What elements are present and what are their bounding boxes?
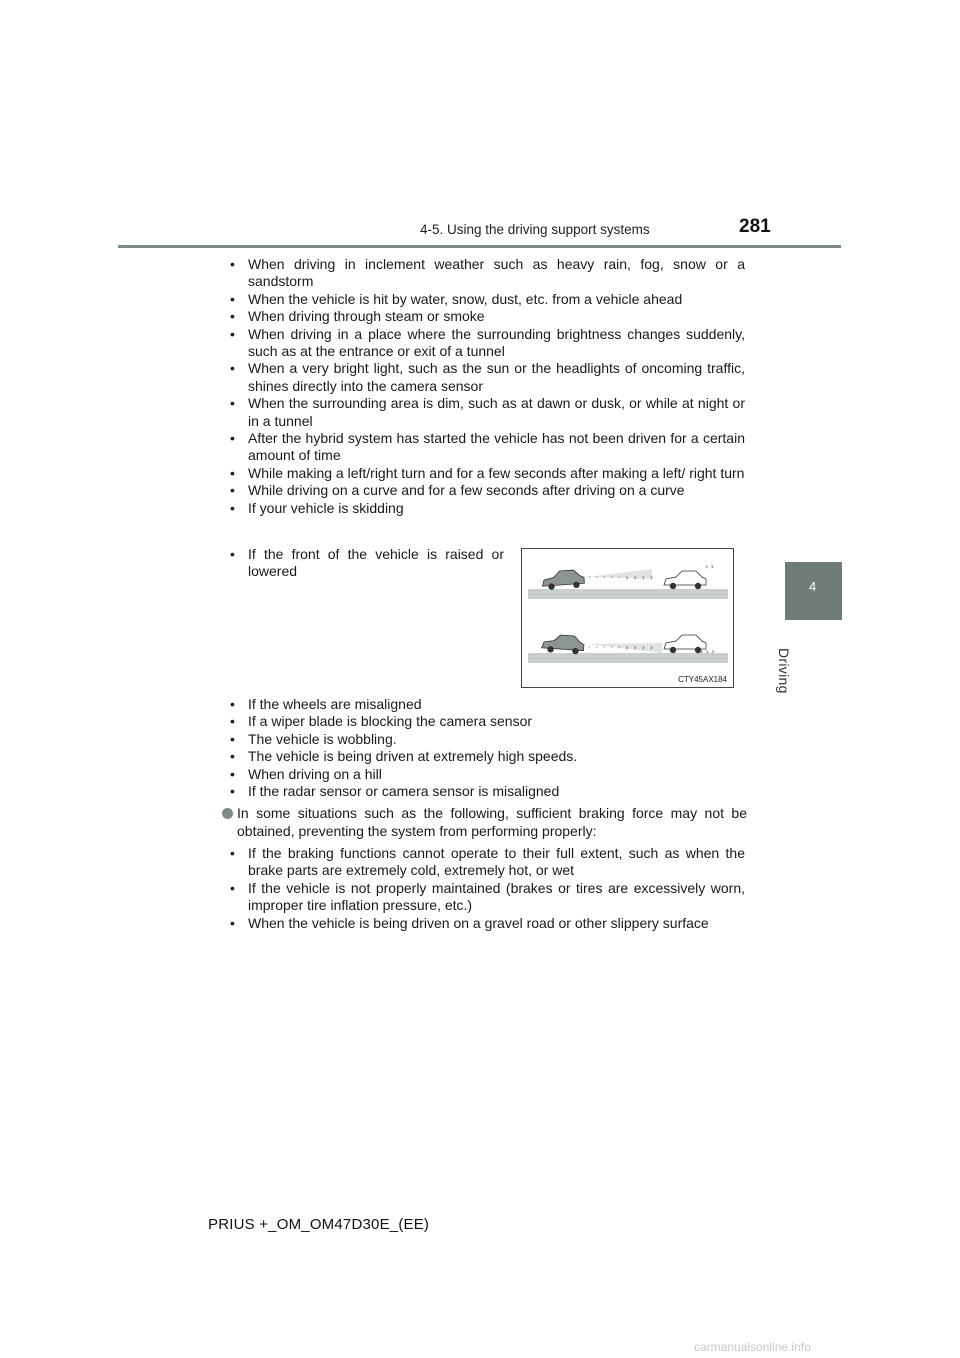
conditions-list xyxy=(228,256,745,517)
braking-conditions-list xyxy=(228,845,745,932)
road-band-top xyxy=(528,589,728,599)
vehicle-raised-lowered-figure xyxy=(521,548,734,688)
chapter-title: Driving xyxy=(776,648,792,694)
list-item: • If the wheels are misaligned xyxy=(228,696,745,713)
watermark: carmanualsonline.info xyxy=(694,1340,811,1354)
list-item: • When a very bright light, such as the sun or the headlights of oncoming traffic, shines directly into the camera sensor xyxy=(228,360,745,395)
list-item: • If the radar sensor or camera sensor is misaligned xyxy=(228,783,745,800)
motion-arrows-top: › › xyxy=(705,562,714,571)
misalignment-list xyxy=(228,696,745,800)
list-item: • If the front of the vehicle is raised or lowered xyxy=(228,546,504,581)
list-item: • While driving on a curve and for a few seconds after driving on a curve xyxy=(228,482,745,499)
braking-note-text: In some situations such as the following, sufficient braking force may not be obtained, preventing the system from performing properly: xyxy=(237,805,747,839)
list-item: • When the vehicle is hit by water, snow, dust, etc. from a vehicle ahead xyxy=(228,291,745,308)
list-item: • When driving through steam or smoke xyxy=(228,308,745,325)
vehicle-raised-lowered-illustration xyxy=(522,549,733,687)
car-ahead-top-icon xyxy=(664,571,706,589)
circle-bullet-icon xyxy=(222,808,233,819)
list-item: • When the surrounding area is dim, such as at dawn or dusk, or while at night or in a tunnel xyxy=(228,395,745,430)
list-item: • If the braking functions cannot operate to their full extent, such as when the brake parts are extremely cold, extremely hot, or wet xyxy=(228,845,745,880)
list-item: • When driving on a hill xyxy=(228,766,745,783)
arrow-trail-bottom: · · · · · › › › › xyxy=(588,643,655,652)
header-divider xyxy=(118,245,841,248)
list-item: • When the vehicle is being driven on a gravel road or other slippery surface xyxy=(228,915,745,932)
list-item: • If your vehicle is skidding xyxy=(228,500,745,517)
chapter-tab xyxy=(785,562,842,620)
motion-arrows-bottom: › › › xyxy=(700,647,715,656)
list-item: • If a wiper blade is blocking the camera sensor xyxy=(228,713,745,730)
chapter-number: 4 xyxy=(809,579,817,594)
car-raised-icon xyxy=(541,569,584,590)
list-item: • After the hybrid system has started the vehicle has not been driven for a certain amount of time xyxy=(228,430,745,465)
page-number: 281 xyxy=(739,216,771,237)
list-item: • The vehicle is being driven at extremely high speeds. xyxy=(228,748,745,765)
list-item: • If the vehicle is not properly maintained (brakes or tires are excessively worn, improper tire inflation pressure, etc.) xyxy=(228,880,745,915)
braking-note xyxy=(222,804,747,840)
car-lowered-icon xyxy=(541,634,584,655)
section-title: 4-5. Using the driving support systems xyxy=(420,222,650,237)
list-item: • When driving in a place where the surrounding brightness changes suddenly, such as at the entrance or exit of a tunnel xyxy=(228,326,745,361)
arrow-trail-top: · · · · · › › › › xyxy=(588,573,655,582)
raised-lowered-list xyxy=(228,546,504,581)
figure-code: CTY45AX184 xyxy=(678,675,727,684)
road-band-bottom xyxy=(528,653,728,663)
document-code: PRIUS +_OM_OM47D30E_(EE) xyxy=(208,1216,430,1233)
list-item: • When driving in inclement weather such as heavy rain, fog, snow or a sandstorm xyxy=(228,256,745,291)
list-item: • The vehicle is wobbling. xyxy=(228,731,745,748)
list-item: • While making a left/right turn and for a few seconds after making a left/ right turn xyxy=(228,465,745,482)
